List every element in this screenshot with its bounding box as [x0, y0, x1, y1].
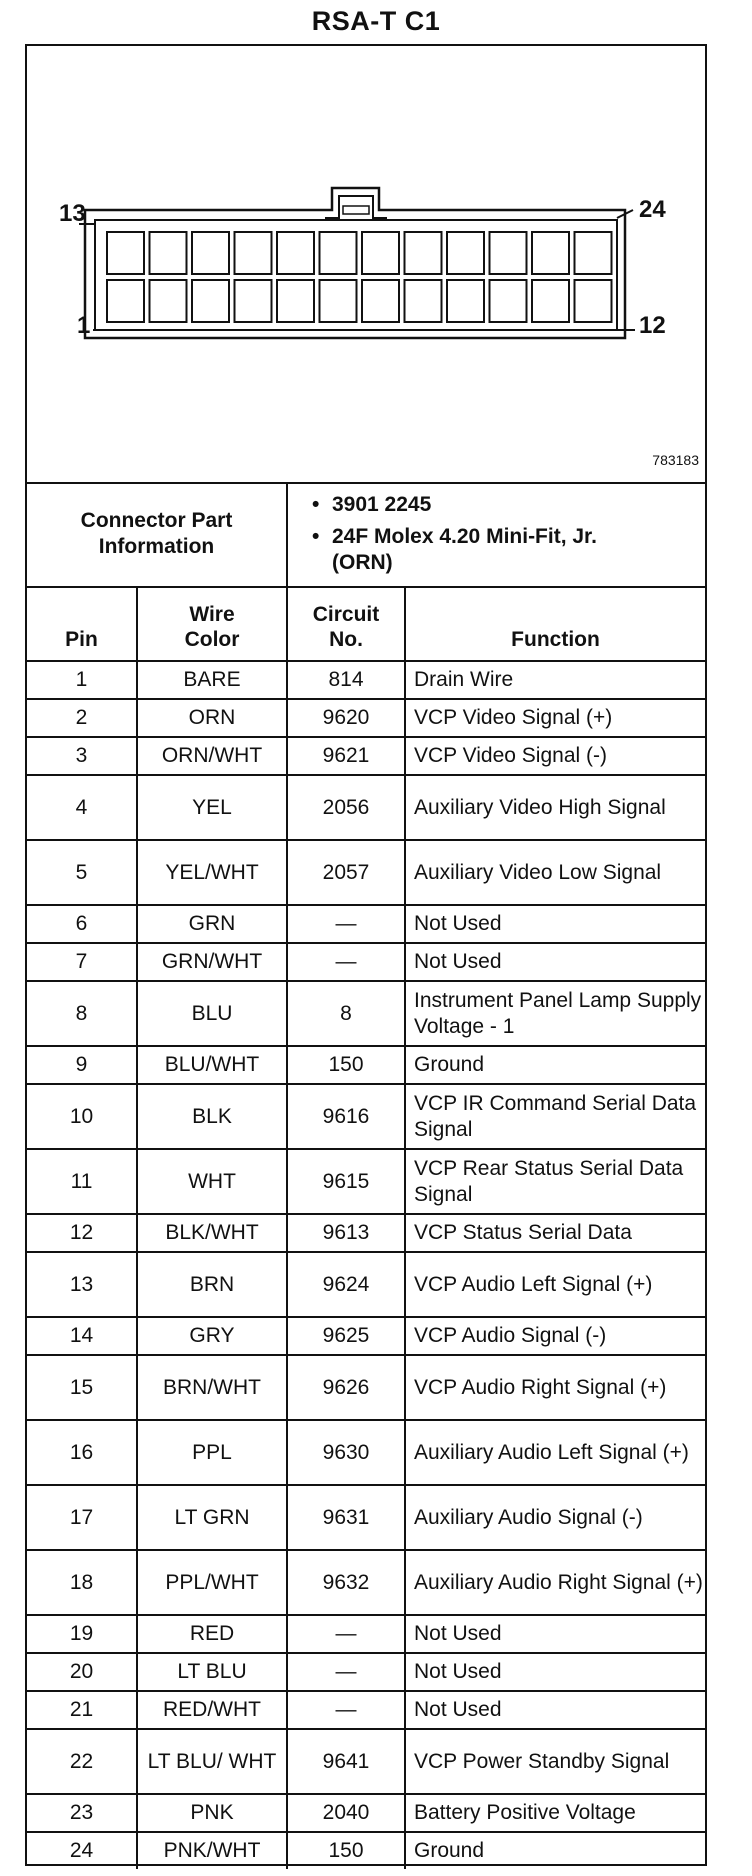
column-header-circuit [287, 587, 405, 661]
pin-cavity [320, 232, 357, 274]
pin-cavity [447, 280, 484, 322]
function-cell: Not Used [405, 1691, 705, 1729]
table-row [27, 1214, 705, 1252]
wire-color-cell: LT BLU/ WHT [137, 1729, 287, 1794]
table-row [27, 1317, 705, 1355]
table-row [27, 1046, 705, 1084]
function-cell: Auxiliary Audio Signal (-) [405, 1485, 705, 1550]
wire-color-cell: ORN [137, 699, 287, 737]
pin-cavity [235, 280, 272, 322]
connector-diagram [27, 46, 705, 484]
pin-cavity [362, 280, 399, 322]
table-row [27, 699, 705, 737]
pin-cell: 6 [27, 905, 137, 943]
circuit-cell: 9625 [287, 1317, 405, 1355]
pin-cavity [532, 232, 569, 274]
pin-cell: 18 [27, 1550, 137, 1615]
wire-color-cell: RED/WHT [137, 1691, 287, 1729]
connector-face-drawing [27, 46, 705, 482]
table-row [27, 1084, 705, 1149]
table-row [27, 1149, 705, 1214]
column-header-wire-line2: Color [184, 628, 240, 651]
part-info-description: • 24F Molex 4.20 Mini-Fit, Jr. (ORN) [332, 524, 632, 576]
circuit-cell: 9624 [287, 1252, 405, 1317]
pin-label-bottom-left: 1 [77, 312, 91, 339]
pin-cavity [447, 232, 484, 274]
circuit-cell: 150 [287, 1832, 405, 1869]
table-row [27, 1420, 705, 1485]
pin-cavity [575, 280, 612, 322]
pin-cavity [490, 232, 527, 274]
function-cell: VCP Video Signal (+) [405, 699, 705, 737]
table-row [27, 1615, 705, 1653]
function-cell: VCP Status Serial Data [405, 1214, 705, 1252]
function-cell: Auxiliary Video High Signal [405, 775, 705, 840]
pin-cavity [490, 280, 527, 322]
pin-cell: 2 [27, 699, 137, 737]
function-cell: Not Used [405, 1653, 705, 1691]
function-cell: VCP Audio Left Signal (+) [405, 1252, 705, 1317]
table-row [27, 1729, 705, 1794]
circuit-cell: 2057 [287, 840, 405, 905]
wire-color-cell: ORN/WHT [137, 737, 287, 775]
table-row [27, 1653, 705, 1691]
pin-cell: 9 [27, 1046, 137, 1084]
wire-color-cell: BLK/WHT [137, 1214, 287, 1252]
circuit-cell: 9615 [287, 1149, 405, 1214]
circuit-cell: — [287, 1615, 405, 1653]
wire-color-cell: YEL [137, 775, 287, 840]
pin-cavity [277, 232, 314, 274]
pin-label-bottom-right: 12 [639, 312, 666, 339]
circuit-cell: — [287, 1691, 405, 1729]
function-cell: Not Used [405, 943, 705, 981]
column-header-function: Function [405, 587, 705, 661]
pin-cavity [362, 232, 399, 274]
circuit-cell: 9621 [287, 737, 405, 775]
pinout-table [27, 482, 705, 1869]
function-cell: Battery Positive Voltage [405, 1794, 705, 1832]
pin-cell: 1 [27, 661, 137, 699]
pin-label-top-right: 24 [639, 196, 666, 223]
table-row [27, 1832, 705, 1869]
pin-cavity [320, 280, 357, 322]
pin-cell: 24 [27, 1832, 137, 1869]
pin-cavity [192, 280, 229, 322]
pin-cell: 15 [27, 1355, 137, 1420]
circuit-cell: 9641 [287, 1729, 405, 1794]
pin-cell: 3 [27, 737, 137, 775]
function-cell: Instrument Panel Lamp Supply Voltage - 1 [405, 981, 705, 1046]
part-info-number: • 3901 2245 [332, 492, 705, 518]
table-row [27, 775, 705, 840]
part-info-row [27, 482, 705, 587]
pin-cell: 23 [27, 1794, 137, 1832]
circuit-cell: 8 [287, 981, 405, 1046]
wire-color-cell: LT BLU [137, 1653, 287, 1691]
pin-cell: 19 [27, 1615, 137, 1653]
wire-color-cell: PPL [137, 1420, 287, 1485]
wire-color-cell: PNK/WHT [137, 1832, 287, 1869]
function-cell: VCP Audio Right Signal (+) [405, 1355, 705, 1420]
pin-cell: 17 [27, 1485, 137, 1550]
wire-color-cell: GRN [137, 905, 287, 943]
table-row [27, 840, 705, 905]
table-row [27, 737, 705, 775]
function-cell: VCP Rear Status Serial Data Signal [405, 1149, 705, 1214]
pin-cell: 14 [27, 1317, 137, 1355]
function-cell: Not Used [405, 1615, 705, 1653]
function-cell: VCP IR Command Serial Data Signal [405, 1084, 705, 1149]
table-row [27, 943, 705, 981]
page-title: RSA-T C1 [311, 6, 441, 36]
circuit-cell: 9616 [287, 1084, 405, 1149]
column-header-circuit-line2: No. [329, 628, 363, 651]
wire-color-cell: WHT [137, 1149, 287, 1214]
pin-label-top-left: 13 [59, 200, 86, 227]
function-cell: Not Used [405, 905, 705, 943]
circuit-cell: 150 [287, 1046, 405, 1084]
circuit-cell: 9632 [287, 1550, 405, 1615]
circuit-cell: — [287, 905, 405, 943]
function-cell: Ground [405, 1046, 705, 1084]
pin-cavity [235, 232, 272, 274]
wire-color-cell: BRN [137, 1252, 287, 1317]
wire-color-cell: BLK [137, 1084, 287, 1149]
table-row [27, 1485, 705, 1550]
function-cell: Auxiliary Audio Left Signal (+) [405, 1420, 705, 1485]
circuit-cell: 9626 [287, 1355, 405, 1420]
function-cell: Drain Wire [405, 661, 705, 699]
wire-color-cell: LT GRN [137, 1485, 287, 1550]
pin-cell: 20 [27, 1653, 137, 1691]
pin-cell: 7 [27, 943, 137, 981]
pin-cavity [107, 232, 144, 274]
connector-latch-slot [343, 206, 369, 214]
circuit-cell: 9631 [287, 1485, 405, 1550]
table-row [27, 1550, 705, 1615]
wire-color-cell: BLU/WHT [137, 1046, 287, 1084]
wire-color-cell: PNK [137, 1794, 287, 1832]
pin-cell: 12 [27, 1214, 137, 1252]
column-header-pin: Pin [27, 587, 137, 661]
pin-cell: 10 [27, 1084, 137, 1149]
pin-cavity [150, 280, 187, 322]
connector-sheet [25, 44, 707, 1866]
function-cell: Auxiliary Video Low Signal [405, 840, 705, 905]
circuit-cell: 9620 [287, 699, 405, 737]
table-row [27, 661, 705, 699]
pin-cavity [532, 280, 569, 322]
table-row [27, 1794, 705, 1832]
wire-color-cell: YEL/WHT [137, 840, 287, 905]
pin-cavity [277, 280, 314, 322]
pin-cell: 16 [27, 1420, 137, 1485]
figure-id: 783183 [652, 452, 699, 468]
pin-cell: 22 [27, 1729, 137, 1794]
pin-cavity [107, 280, 144, 322]
table-row [27, 1252, 705, 1317]
table-row [27, 981, 705, 1046]
pin-cell: 4 [27, 775, 137, 840]
column-header-circuit-line1: Circuit [312, 603, 380, 626]
circuit-cell: 2056 [287, 775, 405, 840]
pin-cavity [150, 232, 187, 274]
wire-color-cell: BARE [137, 661, 287, 699]
function-cell: Ground [405, 1832, 705, 1869]
pin-cell: 11 [27, 1149, 137, 1214]
wire-color-cell: GRN/WHT [137, 943, 287, 981]
part-info-label-line2: Information [98, 535, 215, 558]
circuit-cell: — [287, 943, 405, 981]
part-info-list [287, 482, 705, 587]
column-header-wire-line1: Wire [189, 603, 235, 626]
wire-color-cell: GRY [137, 1317, 287, 1355]
pin-cell: 13 [27, 1252, 137, 1317]
pin-cell: 21 [27, 1691, 137, 1729]
wire-color-cell: BLU [137, 981, 287, 1046]
wire-color-cell: RED [137, 1615, 287, 1653]
circuit-cell: 9613 [287, 1214, 405, 1252]
pin-cavity [405, 232, 442, 274]
pin-cell: 8 [27, 981, 137, 1046]
circuit-cell: 9630 [287, 1420, 405, 1485]
part-info-label [27, 482, 287, 587]
function-cell: VCP Video Signal (-) [405, 737, 705, 775]
table-row [27, 1691, 705, 1729]
pin-cavity [405, 280, 442, 322]
wire-color-cell: PPL/WHT [137, 1550, 287, 1615]
function-cell: VCP Audio Signal (-) [405, 1317, 705, 1355]
pin-cavity [575, 232, 612, 274]
circuit-cell: 2040 [287, 1794, 405, 1832]
function-cell: Auxiliary Audio Right Signal (+) [405, 1550, 705, 1615]
circuit-cell: 814 [287, 661, 405, 699]
column-header-row [27, 587, 705, 661]
pinout-rows [27, 661, 705, 1869]
column-header-wire-color [137, 587, 287, 661]
function-cell: VCP Power Standby Signal [405, 1729, 705, 1794]
table-row [27, 1355, 705, 1420]
wire-color-cell: BRN/WHT [137, 1355, 287, 1420]
table-row [27, 905, 705, 943]
pin-cell: 5 [27, 840, 137, 905]
circuit-cell: — [287, 1653, 405, 1691]
pin-cavity [192, 232, 229, 274]
part-info-label-line1: Connector Part [80, 509, 233, 532]
